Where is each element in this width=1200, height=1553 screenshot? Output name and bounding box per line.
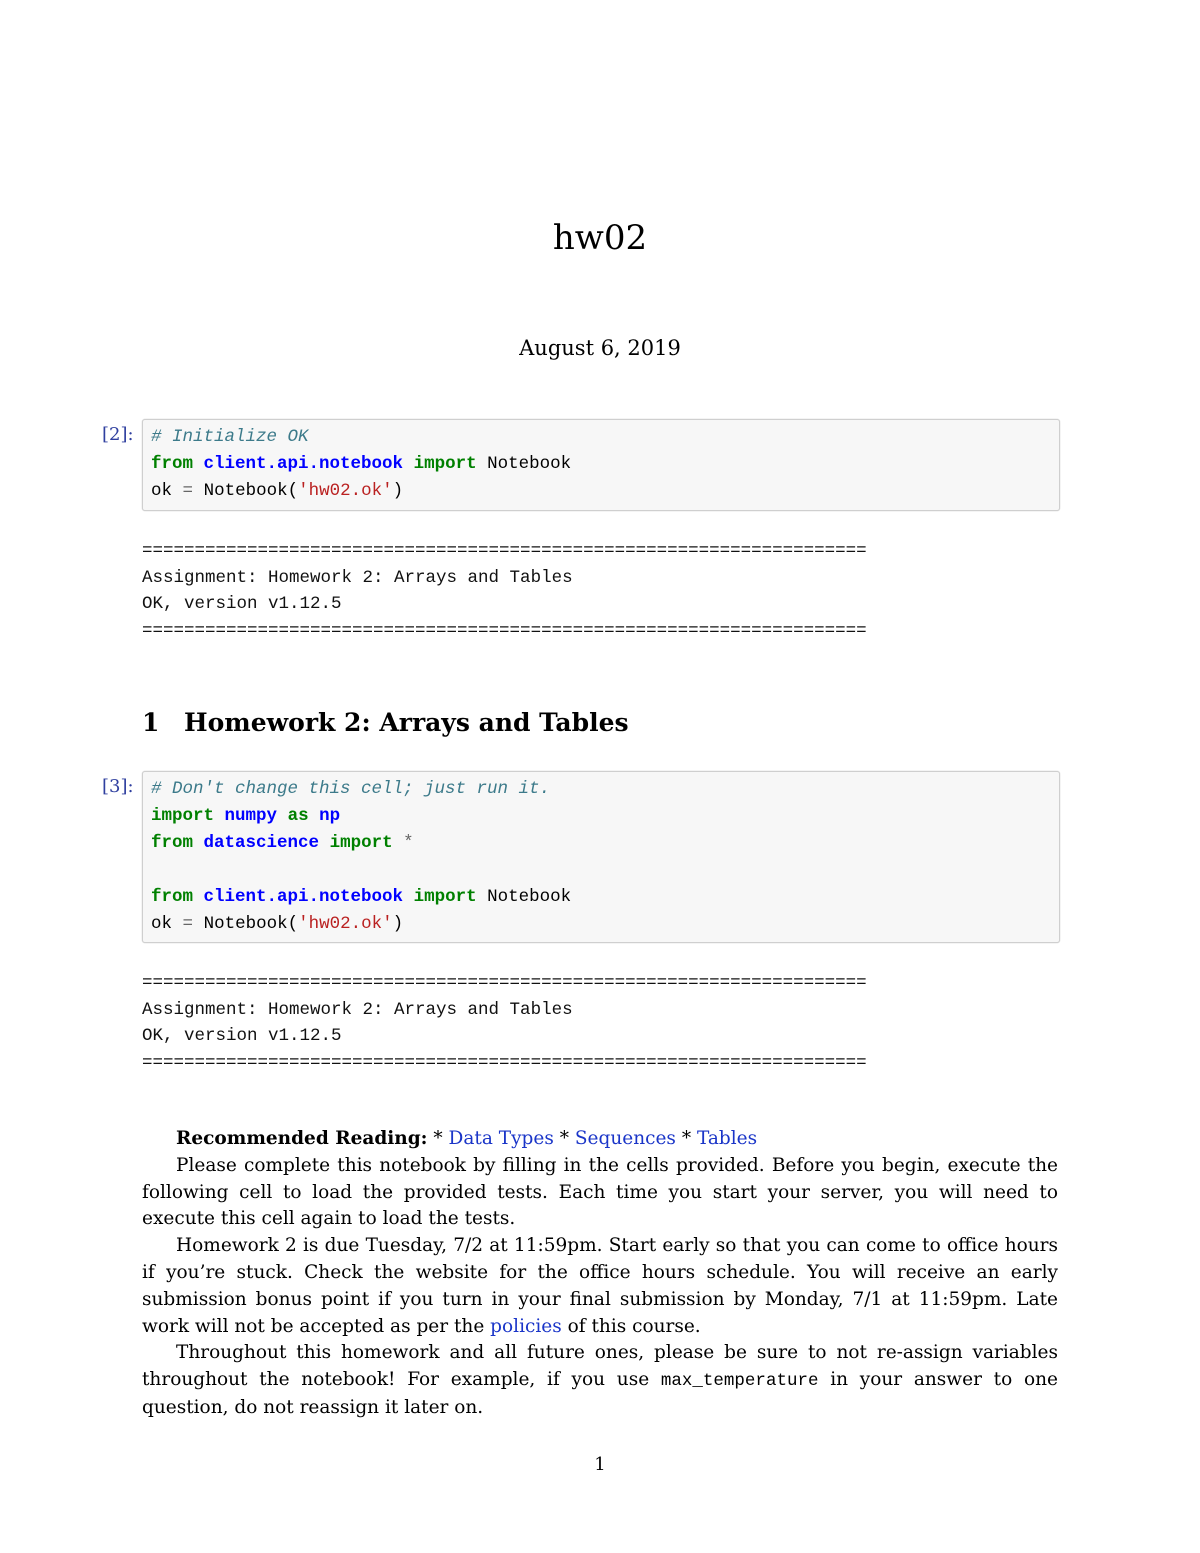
string-literal: 'hw02.ok' [298, 481, 393, 501]
code-block [143, 420, 1059, 511]
section-heading [142, 708, 629, 737]
keyword: import [413, 887, 477, 907]
output-assignment: Assignment: Homework 2: Arrays and Tables [142, 567, 573, 588]
code-cell[interactable] [142, 771, 1060, 943]
output-separator: ===================================================================== [142, 1052, 867, 1073]
paragraph-text: Throughout this homework and all future ones, please be sure to not re-assign variables throughout the notebook! For example, if you use [142, 1342, 1058, 1391]
document-date: August 6, 2019 [519, 336, 681, 360]
cell-output [142, 538, 867, 644]
document-title: hw02 [552, 218, 648, 258]
paragraph-instructions: Please complete this notebook by filling in the cells provided. Before you begin, execute the following cell to load the provided tests. Each time you start your server, you will need to execute this cell again to load the tests. [142, 1154, 1058, 1230]
module-alias: np [319, 806, 341, 826]
paragraph-text: of this course. [561, 1315, 701, 1337]
identifier: Notebook [487, 454, 572, 474]
reading-line [142, 1126, 1058, 1153]
markdown-cell [142, 1126, 1058, 1422]
output-separator: ===================================================================== [142, 541, 867, 561]
reading-label: Recommended Reading: [176, 1128, 428, 1149]
keyword: import [329, 833, 393, 853]
paragraph-due-date [142, 1233, 1058, 1340]
module-name: datascience [203, 833, 320, 853]
code-comment: # Initialize OK [151, 427, 309, 447]
string-literal: 'hw02.ok' [298, 914, 393, 934]
operator: = [182, 914, 194, 934]
identifier: Notebook( [203, 914, 299, 934]
output-version: OK, version v1.12.5 [142, 594, 342, 614]
code-comment: # Don't change this cell; just run it. [151, 779, 551, 799]
link-tables[interactable]: Tables [696, 1128, 758, 1149]
link-policies[interactable]: policies [490, 1315, 562, 1337]
code-cell[interactable] [142, 419, 1060, 511]
keyword: from [151, 833, 194, 853]
link-data-types[interactable]: Data Types [448, 1128, 554, 1149]
paragraph-text: in your answer to one question, do not reassign it later on. [142, 1369, 1058, 1418]
section-title: Homework 2: Arrays and Tables [184, 708, 629, 737]
module-name: numpy [224, 806, 278, 826]
module-name: client.api.notebook [203, 454, 404, 474]
cell-prompt: [2]: [102, 424, 134, 445]
keyword: import [151, 806, 215, 826]
output-separator: ===================================================================== [142, 620, 867, 641]
inline-code: max_temperature [660, 1371, 819, 1392]
bullet: * [559, 1128, 569, 1149]
module-name: client.api.notebook [203, 887, 404, 907]
identifier: ) [392, 914, 404, 934]
output-separator: ===================================================================== [142, 973, 867, 993]
code-block [143, 772, 1059, 944]
keyword: from [151, 887, 194, 907]
paragraph-variables [142, 1340, 1058, 1421]
keyword: as [287, 806, 309, 826]
paragraph-text: Homework 2 is due Tuesday, 7/2 at 11:59pm. Start early so that you can come to office hours if you’re stuck. Check the website for the office hours schedule. You will receive an early submission bonus point if you turn in your final submission by Monday, 7/1 at 11:59pm. Late work will not be accepted as per the [142, 1235, 1058, 1337]
bullet: * [433, 1128, 443, 1149]
section-number: 1 [142, 708, 160, 737]
cell-prompt: [3]: [102, 776, 134, 797]
operator: = [182, 481, 194, 501]
keyword: from [151, 454, 194, 474]
identifier: ) [392, 481, 404, 501]
identifier: Notebook [487, 887, 572, 907]
output-assignment: Assignment: Homework 2: Arrays and Tables [142, 999, 573, 1020]
identifier: ok [151, 481, 173, 501]
identifier: ok [151, 914, 173, 934]
cell-output [142, 970, 867, 1076]
identifier: Notebook( [203, 481, 299, 501]
operator: * [403, 833, 414, 853]
bullet: * [681, 1128, 692, 1149]
page-number: 1 [594, 1454, 606, 1475]
output-version: OK, version v1.12.5 [142, 1026, 342, 1046]
link-sequences[interactable]: Sequences [574, 1128, 676, 1149]
keyword: import [413, 454, 477, 474]
